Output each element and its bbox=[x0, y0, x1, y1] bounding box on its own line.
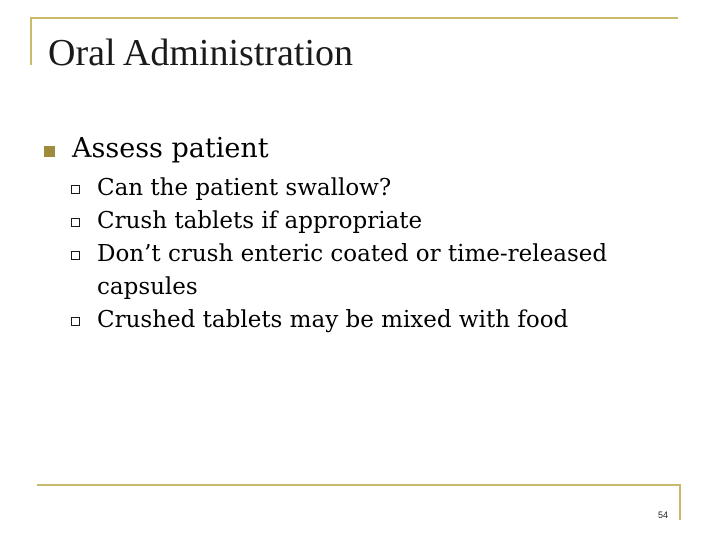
hollow-square-bullet-icon bbox=[71, 218, 80, 227]
right-rule bbox=[679, 484, 681, 520]
sub-bullet-item bbox=[70, 304, 670, 337]
top-rule bbox=[30, 17, 678, 19]
sub-bullet-list bbox=[70, 172, 670, 337]
hollow-square-bullet-icon bbox=[71, 185, 80, 194]
sub-bullet-text: Crushed tablets may be mixed with food bbox=[97, 307, 569, 333]
hollow-square-bullet-icon bbox=[71, 251, 80, 260]
bullet-text: Assess patient bbox=[72, 133, 269, 164]
slide-title: Oral Administration bbox=[48, 32, 354, 74]
sub-bullet-item bbox=[70, 205, 670, 238]
sub-bullet-item bbox=[70, 172, 670, 205]
sub-bullet-text: Don’t crush enteric coated or time-released capsules bbox=[97, 241, 608, 300]
sub-bullet-item bbox=[70, 238, 670, 304]
left-rule bbox=[30, 17, 32, 65]
filled-square-bullet-icon bbox=[44, 146, 55, 157]
page-number: 54 bbox=[658, 510, 669, 520]
bottom-rule bbox=[37, 484, 680, 486]
sub-bullet-text: Can the patient swallow? bbox=[97, 175, 392, 201]
sub-bullet-text: Crush tablets if appropriate bbox=[97, 208, 423, 234]
hollow-square-bullet-icon bbox=[71, 317, 80, 326]
